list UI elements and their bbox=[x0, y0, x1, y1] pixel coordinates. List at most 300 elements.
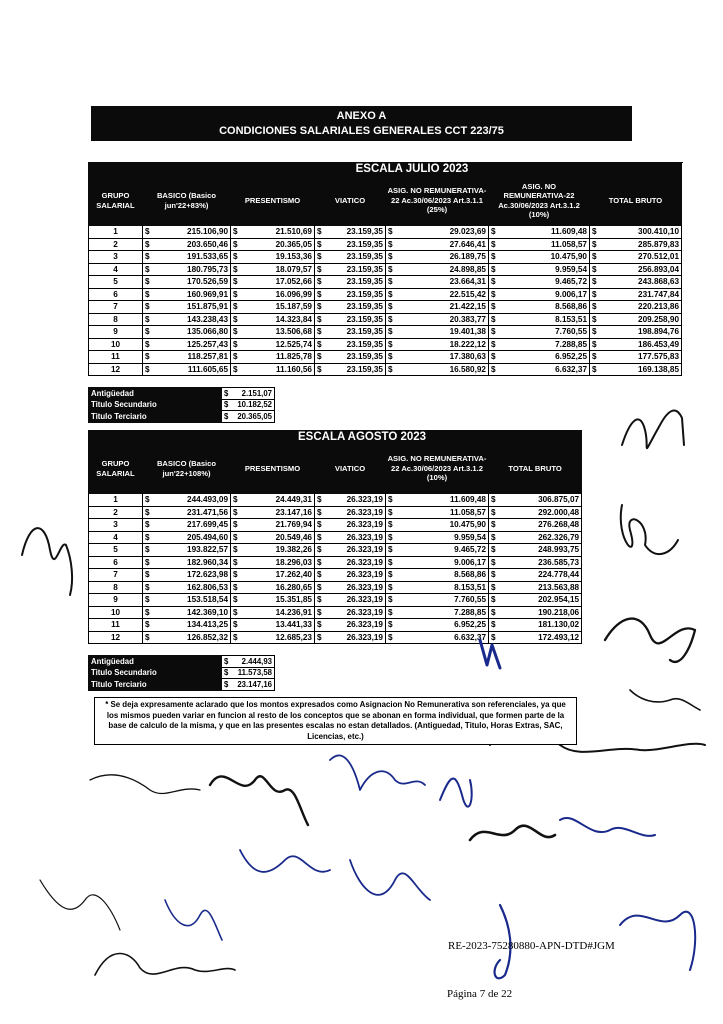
signature-14 bbox=[350, 860, 430, 900]
currency-sign: $ bbox=[489, 631, 500, 644]
currency-sign: $ bbox=[386, 276, 397, 289]
value-cell: 11.058,57 bbox=[500, 238, 590, 251]
value-cell: 202.954,15 bbox=[500, 594, 582, 607]
value-cell: 6.952,25 bbox=[500, 351, 590, 364]
value-cell: 8.568,86 bbox=[397, 569, 489, 582]
table-row bbox=[89, 594, 582, 607]
currency-sign: $ bbox=[386, 494, 397, 507]
currency-sign: $ bbox=[143, 263, 154, 276]
table-row bbox=[89, 556, 582, 569]
currency-sign: $ bbox=[590, 238, 601, 251]
table-row bbox=[89, 544, 582, 557]
currency-sign: $ bbox=[489, 226, 500, 239]
value-cell: 23.159,35 bbox=[326, 288, 386, 301]
extras-label: Titulo Terciario bbox=[89, 679, 222, 691]
currency-sign: $ bbox=[231, 631, 242, 644]
grupo-cell: 1 bbox=[89, 494, 143, 507]
value-cell: 9.959,54 bbox=[397, 531, 489, 544]
currency-sign: $ bbox=[386, 313, 397, 326]
currency-sign: $ bbox=[489, 313, 500, 326]
extras-value: 20.365,05 bbox=[231, 411, 275, 423]
extras-row bbox=[89, 667, 275, 679]
currency-sign: $ bbox=[315, 263, 326, 276]
currency-sign: $ bbox=[489, 519, 500, 532]
table-row bbox=[89, 494, 582, 507]
extras-value: 10.182,52 bbox=[231, 399, 275, 411]
grupo-cell: 7 bbox=[89, 569, 143, 582]
value-cell: 10.475,90 bbox=[500, 251, 590, 264]
grupo-cell: 1 bbox=[89, 226, 143, 239]
currency-sign: $ bbox=[231, 251, 242, 264]
value-cell: 142.369,10 bbox=[154, 606, 231, 619]
currency-sign: $ bbox=[143, 631, 154, 644]
signature-10 bbox=[440, 779, 472, 807]
value-cell: 24.898,85 bbox=[397, 263, 489, 276]
value-cell: 9.959,54 bbox=[500, 263, 590, 276]
extras-row bbox=[89, 399, 275, 411]
value-cell: 19.401,38 bbox=[397, 326, 489, 339]
currency-sign: $ bbox=[231, 619, 242, 632]
extras-value: 11.573,58 bbox=[231, 667, 275, 679]
value-cell: 215.106,90 bbox=[154, 226, 231, 239]
grupo-cell: 5 bbox=[89, 276, 143, 289]
value-cell: 18.079,57 bbox=[242, 263, 315, 276]
value-cell: 23.159,35 bbox=[326, 326, 386, 339]
currency-sign: $ bbox=[489, 251, 500, 264]
signature-3 bbox=[22, 528, 72, 595]
currency-sign: $ bbox=[231, 494, 242, 507]
currency-sign: $ bbox=[315, 606, 326, 619]
value-cell: 16.580,92 bbox=[397, 363, 489, 376]
signature-2 bbox=[621, 505, 678, 554]
value-cell: 14.323,84 bbox=[242, 313, 315, 326]
value-cell: 205.494,60 bbox=[154, 531, 231, 544]
currency-sign: $ bbox=[386, 581, 397, 594]
grupo-cell: 2 bbox=[89, 238, 143, 251]
table-row bbox=[89, 288, 682, 301]
extras-label: Titulo Terciario bbox=[89, 411, 222, 423]
value-cell: 172.623,98 bbox=[154, 569, 231, 582]
grupo-cell: 3 bbox=[89, 251, 143, 264]
currency-sign: $ bbox=[231, 226, 242, 239]
currency-sign: $ bbox=[489, 263, 500, 276]
currency-sign: $ bbox=[231, 263, 242, 276]
grupo-cell: 12 bbox=[89, 631, 143, 644]
value-cell: 26.323,19 bbox=[326, 606, 386, 619]
currency-sign: $ bbox=[386, 519, 397, 532]
value-cell: 7.288,85 bbox=[500, 338, 590, 351]
annex-title: ANEXO A bbox=[336, 110, 387, 122]
grupo-cell: 4 bbox=[89, 263, 143, 276]
currency-sign: $ bbox=[143, 313, 154, 326]
table-row bbox=[89, 351, 682, 364]
grupo-cell: 11 bbox=[89, 351, 143, 364]
currency-sign: $ bbox=[143, 569, 154, 582]
value-cell: 126.852,32 bbox=[154, 631, 231, 644]
extras-row bbox=[89, 411, 275, 423]
col-asig-10: ASIG. NO REMUNERATIVA-22 Ac.30/06/2023 Art.3.1.2 (10%) bbox=[489, 176, 590, 226]
value-cell: 169.138,85 bbox=[601, 363, 682, 376]
currency-sign: $ bbox=[143, 326, 154, 339]
value-cell: 236.585,73 bbox=[500, 556, 582, 569]
value-cell: 209.258,90 bbox=[601, 313, 682, 326]
signature-4 bbox=[605, 619, 695, 662]
extras-label: Titulo Secundario bbox=[89, 399, 222, 411]
currency-sign: $ bbox=[386, 301, 397, 314]
currency-sign: $ bbox=[222, 679, 231, 691]
currency-sign: $ bbox=[143, 301, 154, 314]
currency-sign: $ bbox=[315, 531, 326, 544]
currency-sign: $ bbox=[489, 338, 500, 351]
julio-title-pad bbox=[89, 163, 143, 176]
value-cell: 17.052,66 bbox=[242, 276, 315, 289]
table-row bbox=[89, 631, 582, 644]
currency-sign: $ bbox=[590, 226, 601, 239]
value-cell: 23.159,35 bbox=[326, 251, 386, 264]
extras-value: 2.444,93 bbox=[231, 656, 275, 668]
value-cell: 18.296,03 bbox=[242, 556, 315, 569]
value-cell: 170.526,59 bbox=[154, 276, 231, 289]
currency-sign: $ bbox=[489, 619, 500, 632]
signature-16 bbox=[95, 953, 235, 975]
value-cell: 23.147,16 bbox=[242, 506, 315, 519]
currency-sign: $ bbox=[143, 238, 154, 251]
currency-sign: $ bbox=[489, 544, 500, 557]
value-cell: 9.006,17 bbox=[397, 556, 489, 569]
grupo-cell: 10 bbox=[89, 606, 143, 619]
currency-sign: $ bbox=[386, 569, 397, 582]
table-row bbox=[89, 338, 682, 351]
table-row bbox=[89, 301, 682, 314]
currency-sign: $ bbox=[489, 288, 500, 301]
extras-label: Titulo Secundario bbox=[89, 667, 222, 679]
currency-sign: $ bbox=[231, 288, 242, 301]
value-cell: 203.650,46 bbox=[154, 238, 231, 251]
currency-sign: $ bbox=[222, 656, 231, 668]
currency-sign: $ bbox=[315, 556, 326, 569]
value-cell: 6.632,37 bbox=[500, 363, 590, 376]
signature-15 bbox=[560, 818, 655, 836]
currency-sign: $ bbox=[489, 363, 500, 376]
extras-label: Antigüedad bbox=[89, 388, 222, 400]
currency-sign: $ bbox=[386, 531, 397, 544]
value-cell: 300.410,10 bbox=[601, 226, 682, 239]
value-cell: 12.685,23 bbox=[242, 631, 315, 644]
currency-sign: $ bbox=[489, 569, 500, 582]
value-cell: 21.769,94 bbox=[242, 519, 315, 532]
currency-sign: $ bbox=[315, 519, 326, 532]
value-cell: 244.493,09 bbox=[154, 494, 231, 507]
currency-sign: $ bbox=[231, 276, 242, 289]
grupo-cell: 12 bbox=[89, 363, 143, 376]
currency-sign: $ bbox=[231, 606, 242, 619]
table-row bbox=[89, 581, 582, 594]
value-cell: 10.475,90 bbox=[397, 519, 489, 532]
col-viatico: VIATICO bbox=[315, 176, 386, 226]
value-cell: 243.868,63 bbox=[601, 276, 682, 289]
value-cell: 15.351,85 bbox=[242, 594, 315, 607]
currency-sign: $ bbox=[489, 494, 500, 507]
currency-sign: $ bbox=[386, 338, 397, 351]
currency-sign: $ bbox=[143, 251, 154, 264]
currency-sign: $ bbox=[143, 619, 154, 632]
grupo-cell: 4 bbox=[89, 531, 143, 544]
currency-sign: $ bbox=[386, 619, 397, 632]
value-cell: 23.159,35 bbox=[326, 301, 386, 314]
agosto-table bbox=[88, 430, 582, 644]
value-cell: 15.187,59 bbox=[242, 301, 315, 314]
currency-sign: $ bbox=[315, 301, 326, 314]
value-cell: 24.449,31 bbox=[242, 494, 315, 507]
value-cell: 26.189,75 bbox=[397, 251, 489, 264]
col-presentismo: PRESENTISMO bbox=[231, 444, 315, 494]
signature-20 bbox=[165, 900, 222, 940]
table-row bbox=[89, 313, 682, 326]
signature-18 bbox=[620, 912, 695, 970]
currency-sign: $ bbox=[386, 238, 397, 251]
table-row bbox=[89, 276, 682, 289]
col-total: TOTAL BRUTO bbox=[590, 176, 682, 226]
extras-value: 23.147,16 bbox=[231, 679, 275, 691]
grupo-cell: 6 bbox=[89, 556, 143, 569]
currency-sign: $ bbox=[315, 351, 326, 364]
currency-sign: $ bbox=[590, 301, 601, 314]
grupo-cell: 8 bbox=[89, 581, 143, 594]
col-viatico: VIATICO bbox=[315, 444, 386, 494]
value-cell: 26.323,19 bbox=[326, 494, 386, 507]
currency-sign: $ bbox=[231, 238, 242, 251]
currency-sign: $ bbox=[143, 556, 154, 569]
currency-sign: $ bbox=[489, 351, 500, 364]
currency-sign: $ bbox=[231, 351, 242, 364]
value-cell: 26.323,19 bbox=[326, 594, 386, 607]
currency-sign: $ bbox=[590, 288, 601, 301]
currency-sign: $ bbox=[231, 363, 242, 376]
value-cell: 162.806,53 bbox=[154, 581, 231, 594]
signature-8 bbox=[210, 776, 308, 825]
grupo-cell: 3 bbox=[89, 519, 143, 532]
currency-sign: $ bbox=[231, 338, 242, 351]
col-grupo: GRUPO SALARIAL bbox=[89, 444, 143, 494]
value-cell: 134.413,25 bbox=[154, 619, 231, 632]
currency-sign: $ bbox=[222, 399, 231, 411]
currency-sign: $ bbox=[489, 506, 500, 519]
table-row bbox=[89, 363, 682, 376]
currency-sign: $ bbox=[231, 506, 242, 519]
value-cell: 13.506,68 bbox=[242, 326, 315, 339]
currency-sign: $ bbox=[231, 594, 242, 607]
currency-sign: $ bbox=[231, 581, 242, 594]
currency-sign: $ bbox=[315, 326, 326, 339]
julio-table bbox=[88, 162, 682, 376]
value-cell: 213.563,88 bbox=[500, 581, 582, 594]
value-cell: 20.383,77 bbox=[397, 313, 489, 326]
grupo-cell: 9 bbox=[89, 326, 143, 339]
col-presentismo: PRESENTISMO bbox=[231, 176, 315, 226]
value-cell: 16.096,99 bbox=[242, 288, 315, 301]
currency-sign: $ bbox=[231, 519, 242, 532]
value-cell: 27.646,41 bbox=[397, 238, 489, 251]
value-cell: 26.323,19 bbox=[326, 581, 386, 594]
value-cell: 26.323,19 bbox=[326, 556, 386, 569]
value-cell: 23.159,35 bbox=[326, 338, 386, 351]
currency-sign: $ bbox=[489, 556, 500, 569]
value-cell: 17.380,63 bbox=[397, 351, 489, 364]
value-cell: 9.006,17 bbox=[500, 288, 590, 301]
currency-sign: $ bbox=[386, 606, 397, 619]
value-cell: 125.257,43 bbox=[154, 338, 231, 351]
currency-sign: $ bbox=[143, 544, 154, 557]
currency-sign: $ bbox=[315, 569, 326, 582]
value-cell: 26.323,19 bbox=[326, 519, 386, 532]
currency-sign: $ bbox=[590, 313, 601, 326]
value-cell: 17.262,40 bbox=[242, 569, 315, 582]
value-cell: 9.465,72 bbox=[397, 544, 489, 557]
document-id: RE-2023-75280880-APN-DTD#JGM bbox=[448, 940, 615, 952]
table-row bbox=[89, 606, 582, 619]
value-cell: 26.323,19 bbox=[326, 569, 386, 582]
value-cell: 143.238,43 bbox=[154, 313, 231, 326]
currency-sign: $ bbox=[315, 276, 326, 289]
currency-sign: $ bbox=[143, 531, 154, 544]
value-cell: 11.160,56 bbox=[242, 363, 315, 376]
currency-sign: $ bbox=[386, 263, 397, 276]
currency-sign: $ bbox=[143, 338, 154, 351]
signature-9 bbox=[330, 755, 425, 790]
value-cell: 18.222,12 bbox=[397, 338, 489, 351]
value-cell: 177.575,83 bbox=[601, 351, 682, 364]
value-cell: 23.159,35 bbox=[326, 363, 386, 376]
col-asig-25: ASIG. NO REMUNERATIVA-22 Ac.30/06/2023 Art.3.1.1 (25%) bbox=[386, 176, 489, 226]
currency-sign: $ bbox=[222, 388, 231, 400]
col-total: TOTAL BRUTO bbox=[489, 444, 582, 494]
value-cell: 23.159,35 bbox=[326, 313, 386, 326]
col-basico: BASICO (Basico jun'22+108%) bbox=[143, 444, 231, 494]
value-cell: 22.515,42 bbox=[397, 288, 489, 301]
currency-sign: $ bbox=[143, 594, 154, 607]
value-cell: 292.000,48 bbox=[500, 506, 582, 519]
signature-17 bbox=[40, 880, 120, 930]
extras-label: Antigüedad bbox=[89, 656, 222, 668]
currency-sign: $ bbox=[143, 606, 154, 619]
currency-sign: $ bbox=[143, 506, 154, 519]
value-cell: 6.632,37 bbox=[397, 631, 489, 644]
currency-sign: $ bbox=[489, 301, 500, 314]
extras-row bbox=[89, 388, 275, 400]
value-cell: 182.960,34 bbox=[154, 556, 231, 569]
value-cell: 26.323,19 bbox=[326, 544, 386, 557]
currency-sign: $ bbox=[315, 363, 326, 376]
value-cell: 23.159,35 bbox=[326, 238, 386, 251]
value-cell: 12.525,74 bbox=[242, 338, 315, 351]
currency-sign: $ bbox=[143, 519, 154, 532]
currency-sign: $ bbox=[143, 363, 154, 376]
currency-sign: $ bbox=[590, 363, 601, 376]
julio-extras-table bbox=[88, 387, 275, 423]
julio-title: ESCALA JULIO 2023 bbox=[143, 163, 682, 176]
value-cell: 16.280,65 bbox=[242, 581, 315, 594]
currency-sign: $ bbox=[590, 351, 601, 364]
value-cell: 26.323,19 bbox=[326, 531, 386, 544]
value-cell: 20.365,05 bbox=[242, 238, 315, 251]
currency-sign: $ bbox=[231, 544, 242, 557]
value-cell: 285.879,83 bbox=[601, 238, 682, 251]
value-cell: 29.023,69 bbox=[397, 226, 489, 239]
value-cell: 186.453,49 bbox=[601, 338, 682, 351]
value-cell: 8.153,51 bbox=[397, 581, 489, 594]
grupo-cell: 10 bbox=[89, 338, 143, 351]
currency-sign: $ bbox=[143, 288, 154, 301]
currency-sign: $ bbox=[143, 581, 154, 594]
signature-12 bbox=[90, 775, 200, 794]
currency-sign: $ bbox=[386, 506, 397, 519]
value-cell: 181.130,02 bbox=[500, 619, 582, 632]
currency-sign: $ bbox=[231, 556, 242, 569]
table-row bbox=[89, 251, 682, 264]
value-cell: 220.213,86 bbox=[601, 301, 682, 314]
signature-13 bbox=[240, 850, 330, 872]
currency-sign: $ bbox=[143, 351, 154, 364]
currency-sign: $ bbox=[315, 619, 326, 632]
currency-sign: $ bbox=[386, 351, 397, 364]
value-cell: 256.893,04 bbox=[601, 263, 682, 276]
value-cell: 270.512,01 bbox=[601, 251, 682, 264]
grupo-cell: 2 bbox=[89, 506, 143, 519]
value-cell: 7.760,55 bbox=[397, 594, 489, 607]
table-row bbox=[89, 326, 682, 339]
page-number: Página 7 de 22 bbox=[447, 988, 513, 1000]
currency-sign: $ bbox=[386, 594, 397, 607]
currency-sign: $ bbox=[315, 251, 326, 264]
table-row bbox=[89, 263, 682, 276]
currency-sign: $ bbox=[315, 313, 326, 326]
currency-sign: $ bbox=[231, 313, 242, 326]
grupo-cell: 8 bbox=[89, 313, 143, 326]
currency-sign: $ bbox=[315, 544, 326, 557]
value-cell: 26.323,19 bbox=[326, 631, 386, 644]
currency-sign: $ bbox=[315, 238, 326, 251]
currency-sign: $ bbox=[143, 226, 154, 239]
value-cell: 11.609,48 bbox=[500, 226, 590, 239]
disclaimer-note: * Se deja expresamente aclarado que los montos expresados como Asignacion No Remunerativa son referenciales, ya que los mismos pueden variar en funcion al resto de los conceptos que se abonan en forma individual, que formen parte de la base de calculo de la misma, y que en las presentes escalas no estan detallados. (Antiguedad, Titulo, Horas Extras, SAC, Licencias, etc.) bbox=[94, 697, 577, 745]
grupo-cell: 5 bbox=[89, 544, 143, 557]
value-cell: 231.747,84 bbox=[601, 288, 682, 301]
table-row bbox=[89, 506, 582, 519]
currency-sign: $ bbox=[231, 301, 242, 314]
currency-sign: $ bbox=[231, 326, 242, 339]
currency-sign: $ bbox=[231, 569, 242, 582]
currency-sign: $ bbox=[143, 494, 154, 507]
col-grupo: GRUPO SALARIAL bbox=[89, 176, 143, 226]
currency-sign: $ bbox=[489, 531, 500, 544]
julio-scale bbox=[88, 162, 682, 423]
annex-subtitle: CONDICIONES SALARIALES GENERALES CCT 223/75 bbox=[219, 125, 504, 137]
currency-sign: $ bbox=[590, 338, 601, 351]
currency-sign: $ bbox=[386, 363, 397, 376]
value-cell: 13.441,33 bbox=[242, 619, 315, 632]
currency-sign: $ bbox=[386, 251, 397, 264]
currency-sign: $ bbox=[489, 581, 500, 594]
currency-sign: $ bbox=[315, 288, 326, 301]
value-cell: 160.969,91 bbox=[154, 288, 231, 301]
value-cell: 180.795,73 bbox=[154, 263, 231, 276]
currency-sign: $ bbox=[590, 251, 601, 264]
grupo-cell: 9 bbox=[89, 594, 143, 607]
currency-sign: $ bbox=[386, 288, 397, 301]
value-cell: 11.825,78 bbox=[242, 351, 315, 364]
value-cell: 23.159,35 bbox=[326, 351, 386, 364]
value-cell: 135.066,80 bbox=[154, 326, 231, 339]
